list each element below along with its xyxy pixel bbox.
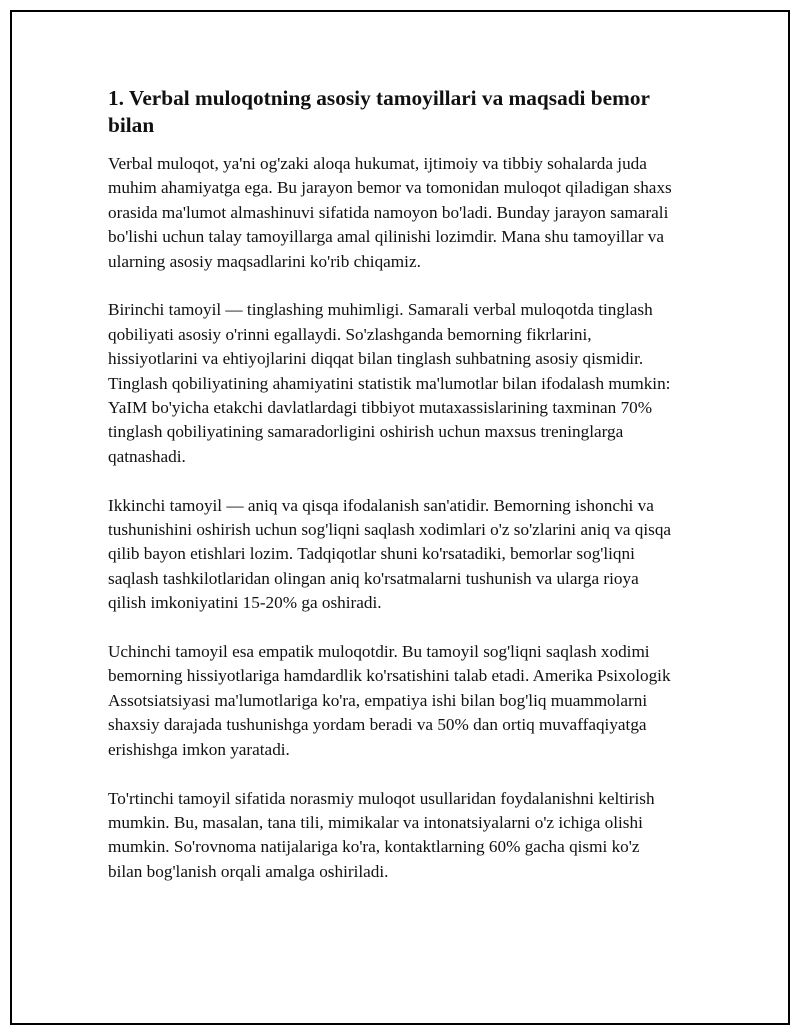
document-body: [108, 85, 678, 909]
paragraph-first-principle: Birinchi tamoyil — tinglashing muhimligi. Samarali verbal muloqotda tinglash qobiliyati asosiy o'rinni egallaydi. So'zlashganda bemorning fikrlarini, hissiyotlarini va ehtiyojlarini diqqat bilan tinglash suhbatning asosiy qismidir. Tinglash qobiliyatining ahamiyatini statistik ma'lumotlar bilan ifodalash mumkin: YaIM bo'yicha etakchi davlatlardagi tibbiyot mutaxassislarining taxminan 70% tinglash qobiliyatining samaradorligini oshirish uchun maxsus treninglarga qatnashadi.: [108, 300, 671, 466]
paragraph-third-principle: Uchinchi tamoyil esa empatik muloqotdir. Bu tamoyil sog'liqni saqlash xodimi bemorning hissiyotlariga hamdardlik ko'rsatishini talab etadi. Amerika Psixologik Assotsiatsiyasi ma'lumotlariga ko'ra, empatiya ishi bilan bog'liq muammolarni shaxsiy darajada tushunishga yordam beradi va 50% dan ortiq muvaffaqiyatga erishishga imkon yaratadi.: [108, 642, 671, 759]
paragraph-fourth-principle: To'rtinchi tamoyil sifatida norasmiy muloqot usullaridan foydalanishni keltirish mumkin. Bu, masalan, tana tili, mimikalar va intonatsiyalarni o'z ichiga olishi mumkin. So'rovnoma natijalariga ko'ra, kontaktlarning 60% gacha qismi ko'z bilan bog'lanish orqali amalga oshiriladi.: [108, 788, 655, 881]
paragraph-second-principle: Ikkinchi tamoyil — aniq va qisqa ifodalanish san'atidir. Bemorning ishonchi va tushunishini oshirish uchun sog'liqni saqlash xodimlari o'z so'zlarini aniq va qisqa qilib bayon etishlari lozim. Tadqiqotlar shuni ko'rsatadiki, bemorlar sog'liqni saqlash tashkilotlaridan olingan aniq ko'rsatmalarni tushunish va ularga rioya qilish imkoniyatini 15-20% ga oshiradi.: [108, 495, 672, 613]
section-heading: 1. Verbal muloqotning asosiy tamoyillari va maqsadi bemor bilan: [108, 86, 650, 137]
paragraph-intro: Verbal muloqot, ya'ni og'zaki aloqa hukumat, ijtimoiy va tibbiy sohalarda juda muhim ahamiyatga ega. Bu jarayon bemor va tomonidan muloqot qiladigan shaxs orasida ma'lumot almashinuvi sifatida namoyon bo'ladi. Bunday jarayon samarali bo'lishi uchun talay tamoyillarga amal qilinishi lozimdir. Mana shu tamoyillar va ularning asosiy maqsadlarini ko'rib chiqamiz.: [108, 154, 672, 271]
